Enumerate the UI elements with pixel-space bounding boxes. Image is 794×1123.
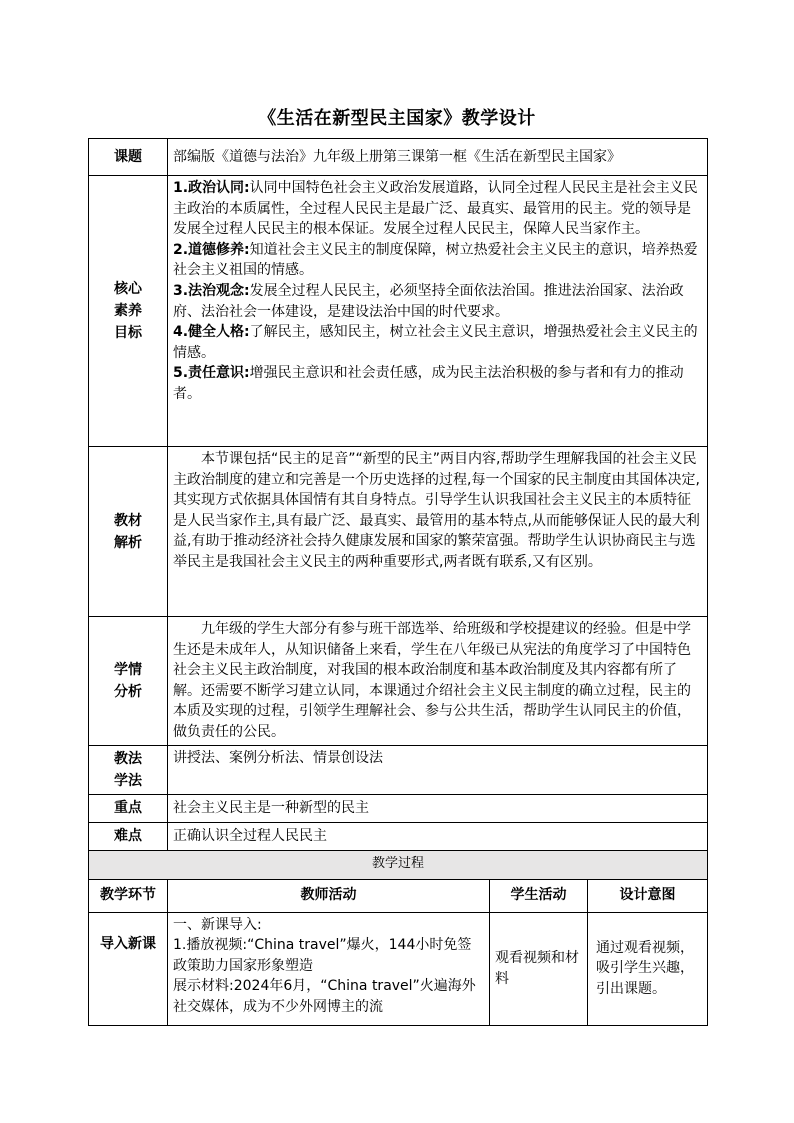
learners-row: [89, 617, 708, 746]
goal-text: 认同中国特色社会主义政治发展道路，认同全过程人民民主是社会主义民主政治的本质属性，全过程人民民主是最广泛、最真实、最管用的民主。党的领导是发展全过程人民民主的根本保证。发展全过程人民民主，保障人民当家作主。: [173, 180, 698, 238]
goals-label: [89, 176, 168, 447]
learners-text: 九年级的学生大部分有参与班干部选举、给班级和学校提建议的经验。但是中学生还是未成年人，从知识储备上来看，学生在八年级已从宪法的角度学习了中国特色社会主义民主政治制度，对我国的根本政治制度和基本政治制度及其内容都有所了解。还需要不断学习建立认同，本课通过介绍社会主义民主制度的确立过程，民主的本质及实现的过程，引领学生理解社会、参与公共生活，帮助学生认同民主的价值，做负责任的公民。: [173, 621, 691, 740]
topic-value: 部编版《道德与法治》九年级上册第三课第一框《生活在新型民主国家》: [168, 139, 708, 176]
difficulty-label: 难点: [89, 822, 168, 850]
material-content: [168, 447, 708, 617]
keypoint-row: [89, 794, 708, 822]
goal-key: 3.法治观念:: [173, 282, 250, 299]
header-student: 学生活动: [490, 879, 588, 912]
methods-row: [89, 745, 708, 794]
goals-label-line: 素养: [114, 303, 142, 319]
goal-item: [173, 322, 702, 363]
goal-text: 知道社会主义民主的制度保障，树立热爱社会主义民主的意识，培养热爱社会主义祖国的情感。: [173, 241, 698, 279]
goal-item: [173, 178, 702, 240]
teacher-line: 1.播放视频:“China travel”爆火，144小时免签政策助力国家形象塑造: [173, 937, 472, 974]
header-purpose: 设计意图: [588, 879, 708, 912]
stage-cell: 导入新课: [89, 912, 168, 1025]
goal-key: 5.责任意识:: [173, 365, 250, 382]
teacher-line: 一、新课导入:: [173, 916, 262, 933]
goal-item: [173, 363, 702, 404]
process-banner-row: [89, 850, 708, 879]
process-banner: 教学过程: [89, 850, 708, 879]
goals-label-line: 目标: [114, 325, 142, 341]
material-row: [89, 447, 708, 617]
material-label: [89, 447, 168, 617]
material-label-line: 教材: [114, 512, 142, 529]
learners-label-line: 学情: [114, 661, 142, 678]
methods-label-line: 学法: [114, 772, 142, 789]
goal-text: 增强民主意识和社会责任感，成为民主法治积极的参与者和有力的推动者。: [173, 365, 684, 402]
page-title: 《生活在新型民主国家》教学设计: [258, 108, 536, 129]
methods-value: 讲授法、案例分析法、情景创设法: [168, 745, 708, 794]
keypoint-value: 社会主义民主是一种新型的民主: [168, 794, 708, 822]
goal-item: [173, 281, 702, 322]
purpose-cell: 通过观看视频，吸引学生兴趣，引出课题。: [588, 912, 708, 1025]
goal-key: 2.道德修养:: [173, 241, 250, 258]
topic-row: [89, 139, 708, 176]
learners-content: [168, 617, 708, 746]
difficulty-value: 正确认识全过程人民民主: [168, 822, 708, 850]
topic-label: 课题: [89, 139, 168, 176]
keypoint-label: 重点: [89, 794, 168, 822]
methods-label: [89, 745, 168, 794]
difficulty-row: [89, 822, 708, 850]
lesson-plan-table: [88, 138, 708, 1026]
goal-key: 1.政治认同:: [173, 180, 250, 196]
goals-label-line: 核心: [114, 281, 142, 297]
goal-key: 4.健全人格:: [173, 324, 250, 341]
header-stage: 教学环节: [89, 879, 168, 912]
learners-label-line: 分析: [114, 683, 142, 700]
material-text: 本节课包括“民主的足音”“新型的民主”两目内容,帮助学生理解我国的社会主义民主政治制度的建立和完善是一个历史选择的过程,每一个国家的民主制度由其国体决定,其实现方式依据具体国情有其自身特点。引导学生认识我国社会主义民主的本质特征是人民当家作主,具有最广泛、最真实、最管用的基本特点,从而能够保证人民的最大利益,有助于推动经济社会持久健康发展和国家的繁荣富强。帮助学生认识协商民主与选举民主是我国社会主义民主的两种重要形式,两者既有联系,又有区别。: [173, 451, 700, 570]
goals-content: [168, 176, 708, 447]
header-teacher: 教师活动: [168, 879, 490, 912]
material-label-line: 解析: [114, 534, 142, 551]
goals-row: [89, 176, 708, 447]
process-row: [89, 912, 708, 1025]
learners-label: [89, 617, 168, 746]
goal-item: [173, 240, 702, 281]
goal-text: 发展全过程人民民主，必须坚持全面依法治国。推进法治国家、法治政府、法治社会一体建设，是建设法治中国的时代要求。: [173, 282, 684, 320]
methods-label-line: 教法: [114, 750, 142, 767]
process-header-row: [89, 879, 708, 912]
student-cell: 观看视频和材料: [490, 912, 588, 1025]
teacher-cell: [168, 912, 490, 1025]
teacher-line: 展示材料:2024年6月，“China travel”火遍海外社交媒体，成为不少外网博主的流: [173, 978, 476, 1015]
goal-text: 了解民主，感知民主，树立社会主义民主意识，增强热爱社会主义民主的情感。: [173, 324, 698, 361]
